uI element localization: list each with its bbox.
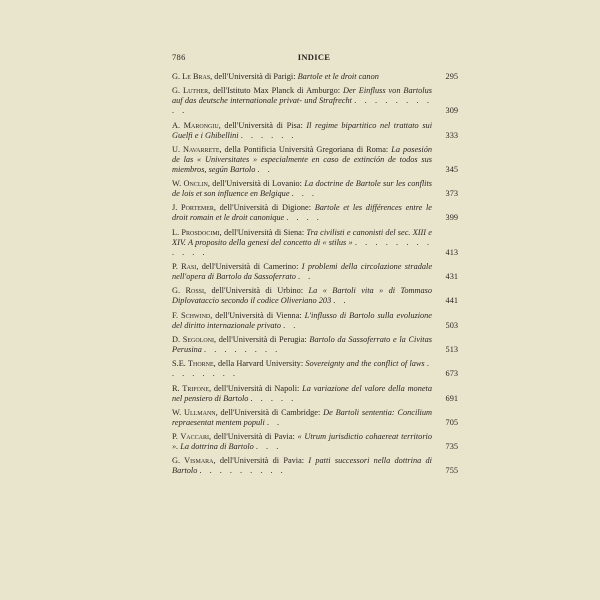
entry-author: U. Navarrete — [172, 144, 220, 154]
entry-leader: . . . . . . . . — [172, 359, 432, 379]
page-title: INDICE — [297, 52, 331, 62]
entry-affiliation: , dell'Istituto Max Planck di Amburgo: — [208, 86, 341, 96]
entry-leader: . . — [266, 417, 283, 427]
toc-entry — [172, 72, 458, 82]
entry-title: I problemi della circolazione stradale nell'opera di Bartolo da Sassoferrato — [172, 262, 432, 282]
entry-author: G. Le Bras — [172, 72, 211, 81]
entry-author: J. Portemer — [172, 203, 214, 213]
toc-entry — [172, 432, 458, 452]
entry-leader: . . . — [291, 189, 317, 199]
entry-page: 431 — [445, 272, 458, 282]
entry-leader: . . . — [255, 442, 282, 452]
entry-page: 503 — [445, 320, 458, 330]
entry-affiliation: , dell'Università di Pisa: — [218, 120, 303, 130]
entry-title: La posesión de las « Universitates » especialmente en caso de extinción de todos sus miembros, según Bartolo — [172, 144, 432, 174]
entry-leader: . . . . . . . . . — [199, 466, 286, 476]
toc-entry — [172, 262, 458, 282]
entry-affiliation: , dell'Università di Vienna: — [210, 310, 302, 320]
entry-page: 705 — [445, 417, 458, 427]
entry-page: 755 — [445, 466, 458, 476]
entry-page: 413 — [445, 247, 458, 257]
entry-page: 673 — [445, 369, 458, 379]
toc-entry — [172, 456, 458, 476]
entry-author: D. Segoloni — [172, 334, 215, 344]
entry-title: Il regime bipartitico nel trattato sui Guelfi e i Ghibellini — [172, 120, 433, 140]
entry-page: 691 — [445, 393, 458, 403]
table-of-contents — [172, 72, 458, 481]
entry-affiliation: , della Harvard University: — [213, 359, 304, 369]
entry-title: De Bartoli sententia: Concilium repraesentat mentem populi — [172, 407, 433, 427]
toc-entry — [172, 145, 458, 175]
entry-page: 513 — [445, 344, 458, 354]
entry-author: W. Onclin — [172, 179, 208, 189]
entry-leader: . . . . . . . . . . — [172, 96, 432, 116]
toc-entry — [172, 359, 458, 379]
entry-title: Sovereignty and the conflict of laws — [305, 359, 425, 369]
entry-page: 309 — [445, 106, 458, 116]
entry-affiliation: , dell'Università di Pavia: — [208, 432, 295, 442]
entry-leader: . . — [298, 272, 314, 282]
entry-author: W. Ullmann — [172, 407, 216, 417]
entry-affiliation: , dell'Università di Siena: — [219, 227, 305, 237]
entry-leader: . . . . . . — [240, 130, 297, 140]
entry-affiliation: , dell'Università di Digione: — [213, 203, 311, 213]
entry-title: Bartole et les différences entre le droit romain et le droit canonique — [172, 203, 432, 223]
entry-page: 345 — [445, 164, 458, 174]
entry-title: Bartole et le droit canon — [297, 72, 379, 81]
entry-leader: . . . . . . . . . . . . — [172, 237, 432, 257]
entry-author: S.E. Thorne — [172, 359, 214, 369]
entry-page: 373 — [445, 189, 458, 199]
entry-author: P. Rasi — [172, 262, 197, 272]
entry-page: 441 — [445, 296, 458, 306]
entry-affiliation: , dell'Università di Perugia: — [214, 334, 307, 344]
entry-affiliation: , dell'Università di Cambridge: — [215, 407, 321, 417]
entry-author: L. Prosdocimi — [172, 227, 220, 237]
entry-affiliation: , dell'Università di Lovanio: — [207, 179, 302, 189]
entry-affiliation: , dell'Università di Urbino: — [204, 286, 304, 296]
entry-author: G. Rossi — [172, 286, 205, 296]
entry-title: La doctrine de Bartole sur les conflits de lois et son influence en Belgique — [172, 179, 433, 199]
entry-title: Der Einfluss von Bartolus auf das deutsche internationale privat- und Strafrecht — [172, 86, 432, 106]
toc-entry — [172, 286, 458, 306]
toc-entry — [172, 86, 458, 116]
entry-author: G. Vismara — [172, 456, 214, 466]
entry-author: R. Trifone — [172, 383, 209, 393]
toc-entry — [172, 335, 458, 355]
entry-page: 735 — [445, 442, 458, 452]
entry-leader: . . — [333, 296, 349, 306]
entry-title: Tra civilisti e canonisti del sec. XIII e XIV. A proposito della genesi del concetto di « stilus » — [172, 227, 432, 247]
entry-affiliation: , dell'Università di Camerino: — [196, 262, 299, 272]
toc-entry — [172, 179, 458, 199]
entry-page: 399 — [445, 213, 458, 223]
entry-title: « Utrum jurisdictio cohaereat territorio ». La dottrina di Bartolo — [172, 432, 433, 452]
toc-entry — [172, 311, 458, 331]
entry-author: P. Vaccari — [172, 432, 209, 442]
entry-leader: . . . . — [286, 213, 322, 223]
entry-page: 333 — [445, 130, 458, 140]
entry-title: I patti successori nella dottrina di Bartolo — [172, 456, 432, 476]
entry-affiliation: , dell'Università di Pavia: — [213, 456, 305, 466]
toc-entry — [172, 228, 458, 258]
toc-entry — [172, 408, 458, 428]
entry-leader: . . . . . . . . — [204, 344, 281, 354]
entry-affiliation: , dell'Università di Parigi: — [210, 72, 296, 81]
entry-title: La variazione del valore della moneta nel pensiero di Bartolo — [172, 383, 432, 403]
toc-entry — [172, 384, 458, 404]
entry-leader: . . — [283, 320, 299, 330]
page-number: 786 — [172, 52, 186, 62]
entry-title: La « Bartoli vita » di Tommaso Diplovataccio secondo il codice Oliveriano 203 — [172, 286, 433, 306]
entry-affiliation: , dell'Università di Napoli: — [209, 383, 300, 393]
entry-leader: . . . . . — [250, 393, 297, 403]
entry-affiliation: , della Pontificia Università Gregoriana di Roma: — [219, 144, 389, 154]
entry-author: A. Marongiu — [172, 120, 219, 130]
entry-page: 295 — [445, 72, 458, 81]
entry-leader: . . — [257, 164, 273, 174]
toc-entry — [172, 121, 458, 141]
entry-title: L'influsso di Bartolo sulla evoluzione del diritto internazionale privato — [172, 310, 432, 330]
entry-title: Bartolo da Sassoferrato e la Civitas Perusina — [172, 334, 432, 354]
toc-entry — [172, 203, 458, 223]
entry-author: G. Luther — [172, 86, 209, 96]
entry-author: F. Schwind — [172, 310, 211, 320]
